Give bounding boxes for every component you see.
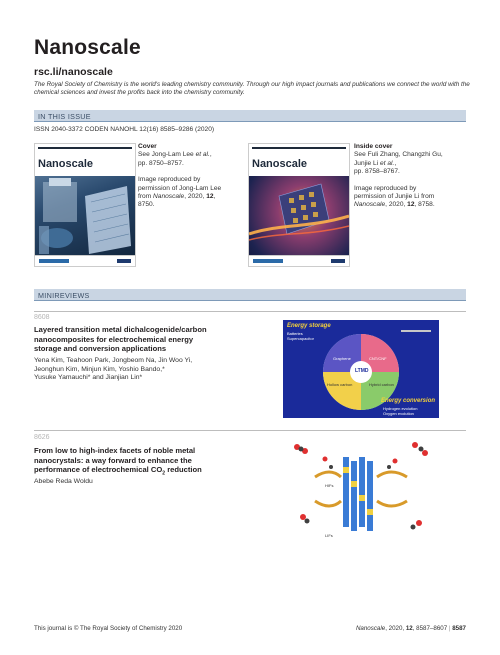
footer-citation <box>356 625 466 632</box>
graphic-q2-label: CNT/CNF <box>369 356 387 361</box>
cover-credit-year: , 2020, <box>184 193 207 201</box>
article-authors <box>34 357 269 383</box>
graphic-q1-label: Graphene <box>333 356 351 361</box>
author-line: Jeonghun Kim, Minjun Kim, Yoshio Bando,* <box>34 365 165 373</box>
inside-cover-caption <box>354 143 454 210</box>
inside-cover-footer-strip <box>249 255 349 266</box>
article-graphical-abstract[interactable] <box>283 320 439 418</box>
cover-footer-strip <box>35 255 135 266</box>
article-page-number: 8608 <box>34 314 50 321</box>
cover-illustration <box>35 176 135 256</box>
graphic-hifs-label: HIFs <box>325 483 334 488</box>
inside-cover-pages: pp. 8758–8767. <box>354 168 400 176</box>
graphic-storage-title: Energy storage <box>287 323 331 329</box>
cover-credit-page: 8750. <box>138 201 155 209</box>
rsc-tagline: The Royal Society of Chemistry is the world's leading chemistry community. Through our high impact journals and publications we connect the world with the chemical sciences and invest the profits back into the chemistry community. <box>34 81 470 97</box>
cover-label: Cover <box>138 143 157 150</box>
cover-comma: , <box>209 151 212 159</box>
cover-image[interactable] <box>34 143 136 267</box>
article-title-line: From low to high-index facets of noble metal <box>34 446 196 455</box>
nanocrystal-diagram <box>285 437 435 547</box>
footer-copyright: This journal is © The Royal Society of Chemistry 2020 <box>34 625 183 632</box>
footer-separator: | <box>448 625 451 632</box>
footer-page-number: 8587 <box>452 625 466 632</box>
cover-caption <box>138 143 238 210</box>
cover-credit-line2: permission of Jong-Lam Lee <box>138 184 222 192</box>
inside-cover-credit-journal: Nanoscale <box>354 201 386 209</box>
title-fragment: reduction <box>165 465 202 475</box>
article-title[interactable] <box>34 325 269 354</box>
inside-cover-credit-page: , 8758. <box>414 201 435 209</box>
footer-year: , 2020, <box>385 625 406 632</box>
graphic-q4-label: Hybrid carbon <box>369 382 394 387</box>
author-line: Yena Kim, Teahoon Park, Jongbeom Na, Jin Woo Yi, <box>34 357 193 364</box>
journal-title: Nanoscale <box>34 36 141 59</box>
graphic-q3-label: Hollow carbon <box>327 382 353 387</box>
cover-et-al: et al. <box>195 151 210 159</box>
inside-cover-et-al: et al. <box>380 159 395 167</box>
issn-line: ISSN 2040-3372 CODEN NANOHL 12(16) 8585–9286 (2020) <box>34 126 215 133</box>
cover-masthead <box>35 144 135 176</box>
graphic-conversion-title: Energy conversion <box>381 398 436 404</box>
cover-credit-volume: 12 <box>206 193 214 201</box>
article-page-number: 8626 <box>34 434 50 441</box>
article-title-line: nanocrystals: a way forward to enhance the <box>34 455 192 465</box>
article-title[interactable] <box>34 446 269 479</box>
footer-pages: , 8587–8607 <box>412 625 448 632</box>
inside-cover-comma: , <box>394 159 397 167</box>
inside-cover-image[interactable] <box>248 143 350 267</box>
title-subscript: 2 <box>162 470 166 477</box>
graphic-conversion-sub2: Oxygen evolution <box>383 411 414 416</box>
inside-cover-credit-year: , 2020, <box>385 201 408 209</box>
minireviews-bar <box>34 289 466 301</box>
graphic-center-label: LTMD <box>355 368 369 374</box>
article-divider <box>34 430 466 431</box>
inside-cover-see: See Fuli Zhang, Changzhi Gu, <box>354 151 443 159</box>
article-title-line: Layered transition metal dichalcogenide/carbon <box>34 325 207 334</box>
in-this-issue-heading: IN THIS ISSUE <box>38 111 91 121</box>
graphic-lifs-label: LIFs <box>325 533 333 538</box>
cover-credit-from: from <box>138 193 154 201</box>
footer-journal: Nanoscale <box>355 625 386 632</box>
footer-volume: 12 <box>405 625 413 632</box>
inside-cover-credit-line2: permission of Junjie Li from <box>354 193 435 201</box>
inside-cover-journal-name: Nanoscale <box>252 158 308 170</box>
journal-url[interactable]: rsc.li/nanoscale <box>34 66 113 78</box>
inside-cover-credit-line1: Image reproduced by <box>354 184 417 192</box>
inside-cover-masthead <box>249 144 349 176</box>
article-title-line: storage and conversion applications <box>34 344 167 354</box>
title-fragment: performance of electrochemical CO <box>34 465 163 475</box>
author-line: Yusuke Yamauchi* and Jianjian Lin* <box>34 374 143 382</box>
inside-cover-label: Inside cover <box>354 143 393 150</box>
cover-credit-comma: , <box>213 193 216 201</box>
cover-journal-name: Nanoscale <box>38 158 94 170</box>
graphic-conversion-sub1: Hydrogen evolution <box>383 406 418 411</box>
cover-credit-journal: Nanoscale <box>153 193 185 201</box>
graphic-storage-sub1: Batteries <box>287 331 303 336</box>
cover-see: See Jong-Lam Lee <box>138 151 196 159</box>
article-authors <box>34 478 269 487</box>
in-this-issue-bar <box>34 110 466 122</box>
article-divider <box>34 311 466 312</box>
author-line: Abebe Reda Woldu <box>34 478 93 485</box>
cover-pages: pp. 8750–8757. <box>138 159 184 167</box>
inside-cover-see-author: Junjie Li <box>354 159 381 167</box>
minireviews-heading: MINIREVIEWS <box>38 290 90 300</box>
article-graphical-abstract[interactable] <box>285 437 435 547</box>
graphic-storage-sub2: Supercapacitor <box>287 336 314 341</box>
cover-credit-line1: Image reproduced by <box>138 176 201 184</box>
article-title-line: nanocomposites for electrochemical energy <box>34 334 194 344</box>
inside-cover-illustration <box>249 176 349 256</box>
inside-cover-credit-volume: 12 <box>407 201 415 209</box>
